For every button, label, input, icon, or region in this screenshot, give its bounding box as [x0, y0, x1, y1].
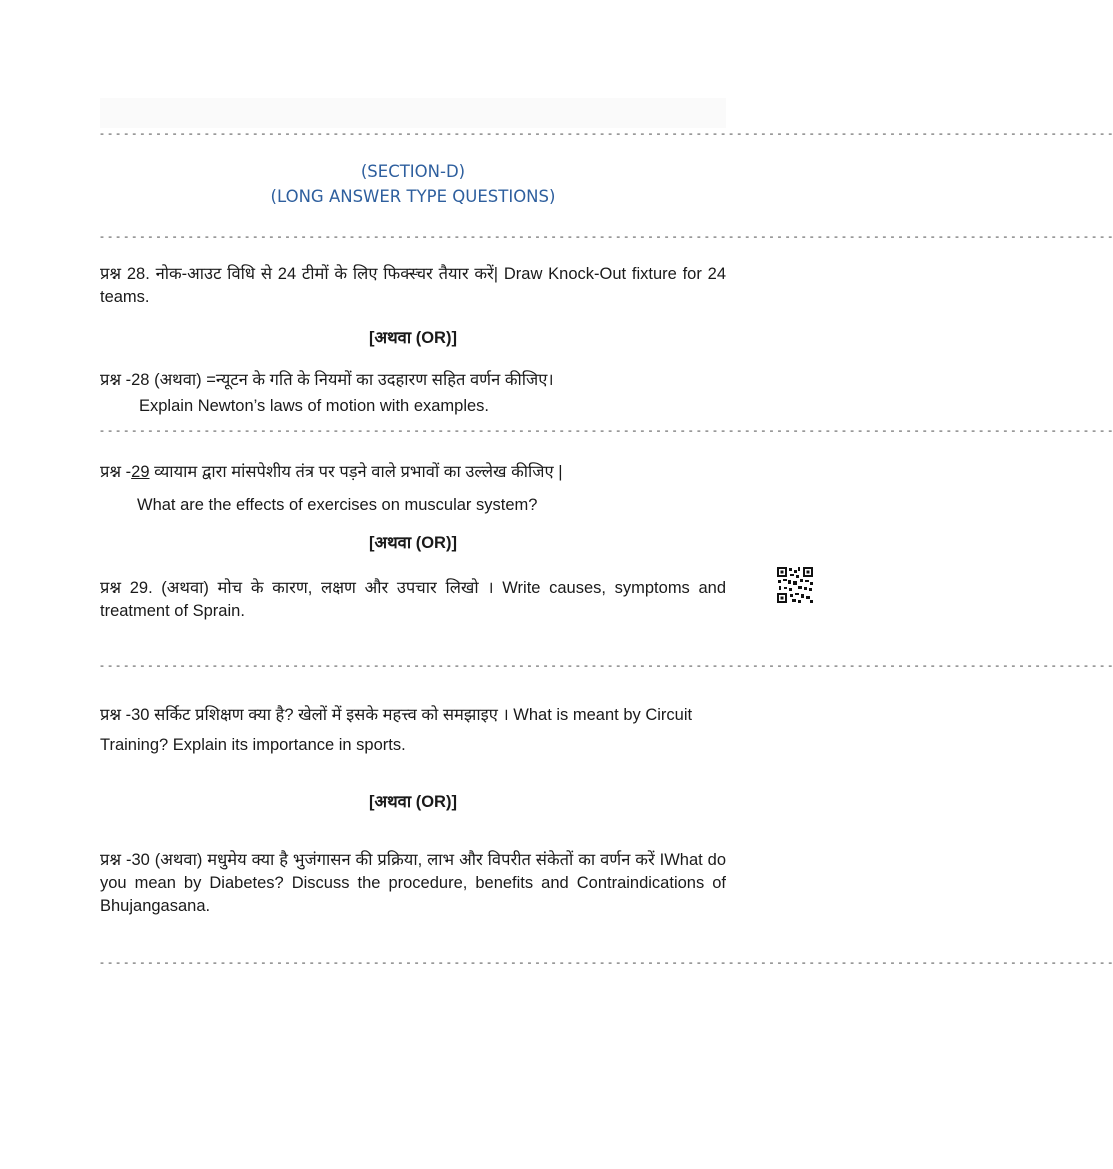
section-title: (SECTION-D) — [360, 162, 466, 181]
question-29-english: What are the effects of exercises on muscular system? — [137, 496, 538, 514]
divider-5: - - - - - - - - - - - - - - - - - - - - - - - - - - - - - - - - - - - - - - - - - - - - - - - - - - - - - - - - - - - - - - - - - - - - - - - - - - - - - - - - - - - - - - - - - - - - - - - - - - - - - - - - - - - - - - - - - - - - - - - - - - - - - - — [100, 956, 1113, 969]
question-30: प्रश्न -30 सर्किट प्रशिक्षण क्या है? खेलों में इसके महत्त्व को समझाइए । What is meant by Circuit Training? Explain its importance in sports. — [100, 706, 693, 754]
question-28-alt-hindi: प्रश्न -28 (अथवा) =न्यूटन के गति के नियमों का उदहारण सहित वर्णन कीजिए। — [100, 371, 554, 389]
question-28-alt-english: Explain Newton’s laws of motion with examples. — [139, 397, 490, 415]
divider-3: - - - - - - - - - - - - - - - - - - - - - - - - - - - - - - - - - - - - - - - - - - - - - - - - - - - - - - - - - - - - - - - - - - - - - - - - - - - - - - - - - - - - - - - - - - - - - - - - - - - - - - - - - - - - - - - - - - - - - - - - - - - - - - — [100, 424, 1113, 437]
or-label-29: [अथवा (OR)] — [369, 534, 457, 552]
divider-4: - - - - - - - - - - - - - - - - - - - - - - - - - - - - - - - - - - - - - - - - - - - - - - - - - - - - - - - - - - - - - - - - - - - - - - - - - - - - - - - - - - - - - - - - - - - - - - - - - - - - - - - - - - - - - - - - - - - - - - - - - - - - - - — [100, 659, 1113, 672]
question-30-alt: प्रश्न -30 (अथवा) मधुमेय क्या है भुजंगासन की प्रक्रिया, लाभ और विपरीत संकेतों का वर्णन करें IWhat do you mean by Diabetes? Discuss the procedure, benefits and Contraindications of Bhujangasana. — [100, 851, 726, 915]
or-label-30: [अथवा (OR)] — [369, 793, 457, 811]
divider-1: - - - - - - - - - - - - - - - - - - - - - - - - - - - - - - - - - - - - - - - - - - - - - - - - - - - - - - - - - - - - - - - - - - - - - - - - - - - - - - - - - - - - - - - - - - - - - - - - - - - - - - - - - - - - - - - - - - - - - - - - - - - - - - — [100, 127, 1113, 140]
header-band — [100, 98, 726, 128]
question-29-alt: प्रश्न 29. (अथवा) मोच के कारण, लक्षण और उपचार लिखो । Write causes, symptoms and treatment of Sprain. — [100, 579, 726, 620]
question-29-number: 29 — [131, 463, 150, 481]
question-29-hindi: व्यायाम द्वारा मांसपेशीय तंत्र पर पड़ने वाले प्रभावों का उल्लेख कीजिए | — [149, 463, 563, 481]
divider-2: - - - - - - - - - - - - - - - - - - - - - - - - - - - - - - - - - - - - - - - - - - - - - - - - - - - - - - - - - - - - - - - - - - - - - - - - - - - - - - - - - - - - - - - - - - - - - - - - - - - - - - - - - - - - - - - - - - - - - - - - - - - - - - — [100, 230, 1113, 243]
question-28: प्रश्न 28. नोक-आउट विधि से 24 टीमों के लिए फिक्स्चर तैयार करें| Draw Knock-Out fixture for 24 teams. — [100, 265, 726, 306]
section-subtitle: (LONG ANSWER TYPE QUESTIONS) — [270, 187, 556, 206]
qr-code-icon — [776, 566, 814, 604]
or-label-28: [अथवा (OR)] — [369, 329, 457, 347]
question-29 — [100, 461, 726, 484]
question-29-prefix: प्रश्न - — [100, 463, 132, 481]
